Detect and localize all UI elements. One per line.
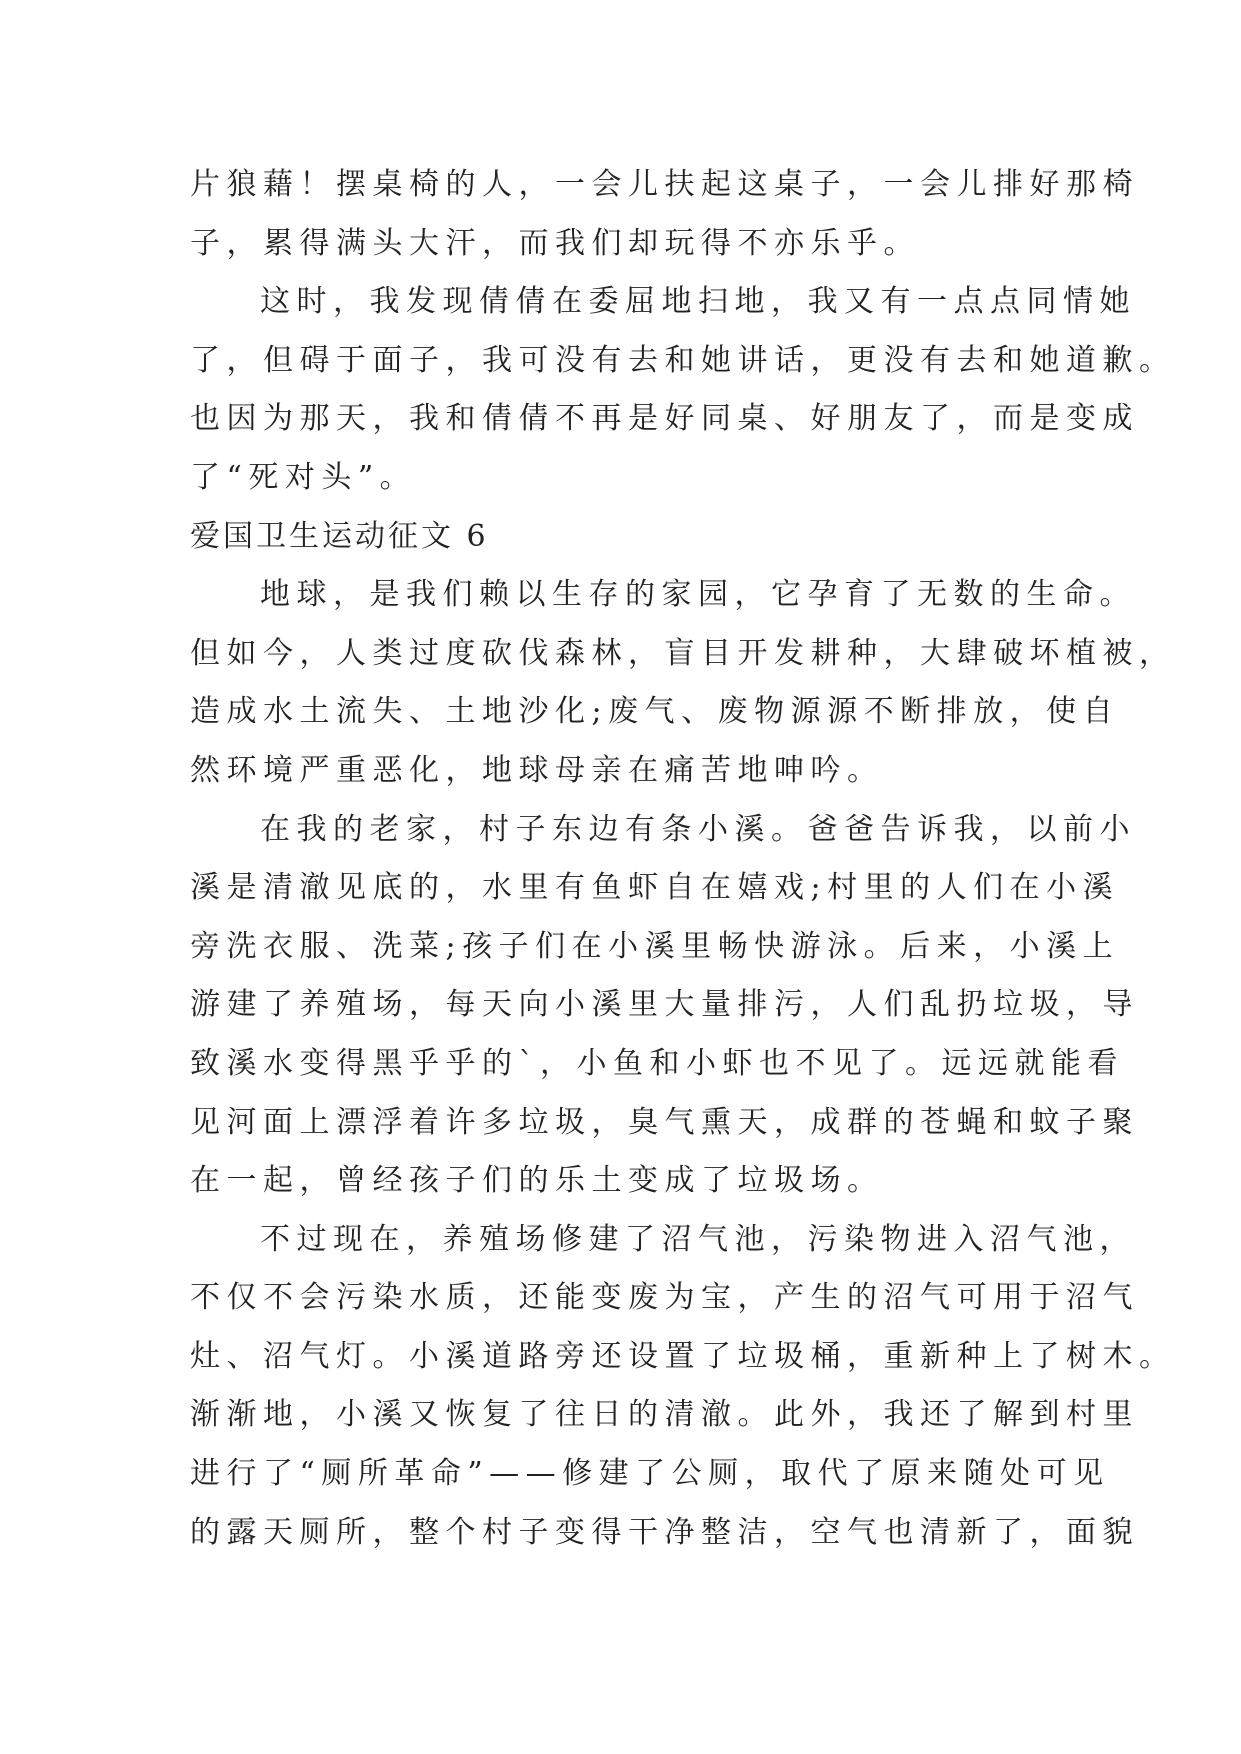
text-line: 见河面上漂浮着许多垃圾，臭气熏天，成群的苍蝇和蚊子聚 <box>190 1104 1139 1140</box>
text-line: 了“死对头”。 <box>190 459 417 495</box>
text-line: 但如今，人类过度砍伐森林，盲目开发耕种，大肆破坏植被， <box>190 635 1176 671</box>
text-line: 片狼藉！摆桌椅的人，一会儿扶起这桌子，一会儿排好那椅 <box>190 167 1139 202</box>
essay-body <box>190 156 1176 1562</box>
text-line: 然环境严重恶化，地球母亲在痛苦地呻吟。 <box>190 752 884 788</box>
text-line: 在一起，曾经孩子们的乐土变成了垃圾场。 <box>190 1163 884 1199</box>
text-line: 在我的老家，村子东边有条小溪。爸爸告诉我，以前小 <box>260 811 1136 847</box>
text-line: 也因为那天，我和倩倩不再是好同桌、好朋友了，而是变成 <box>190 401 1139 437</box>
text-line: 溪是清澈见底的，水里有鱼虾自在嬉戏;村里的人们在小溪 <box>190 870 1120 906</box>
text-line: 造成水土流失、土地沙化;废气、废物源源不断排放，使自 <box>190 694 1120 730</box>
text-line: 旁洗衣服、洗菜;孩子们在小溪里畅快游泳。后来，小溪上 <box>190 928 1120 964</box>
text-line: 渐渐地，小溪又恢复了往日的清澈。此外，我还了解到村里 <box>190 1397 1139 1433</box>
text-line: 了，但碍于面子，我可没有去和她讲话，更没有去和她道歉。 <box>190 342 1176 378</box>
text-line: 子，累得满头大汗，而我们却玩得不亦乐乎。 <box>190 225 920 261</box>
text-line: 不过现在，养殖场修建了沼气池，污染物进入沼气池， <box>260 1221 1136 1257</box>
text-line: 游建了养殖场，每天向小溪里大量排污，人们乱扔垃圾，导 <box>190 987 1139 1023</box>
section-heading: 爱国卫生运动征文 6 <box>190 518 489 554</box>
text-line: 地球，是我们赖以生存的家园，它孕育了无数的生命。 <box>260 577 1136 613</box>
text-line: 的露天厕所，整个村子变得干净整洁，空气也清新了，面貌 <box>190 1514 1139 1550</box>
text-line: 进行了“厕所革命”——修建了公厕，取代了原来随处可见 <box>190 1456 1110 1492</box>
text-line: 致溪水变得黑乎乎的`，小鱼和小虾也不见了。远远就能看 <box>190 1045 1124 1081</box>
text-line: 灶、沼气灯。小溪道路旁还设置了垃圾桶，重新种上了树木。 <box>190 1338 1176 1374</box>
text-line: 这时，我发现倩倩在委屈地扫地，我又有一点点同情她 <box>260 284 1136 320</box>
text-line: 不仅不会污染水质，还能变废为宝，产生的沼气可用于沼气 <box>190 1280 1139 1316</box>
